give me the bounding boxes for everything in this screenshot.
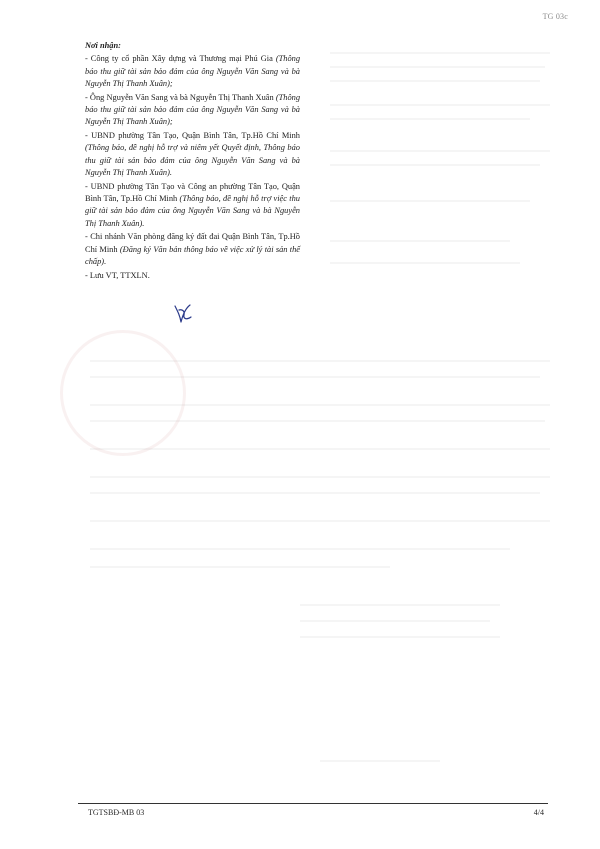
recipient-note: (Thông báo thu giữ tài sản bảo đảm của ông Nguyễn Văn Sang và bà Nguyễn Thị Thanh Xuân); (85, 54, 301, 88)
recipient-text: - Công ty cổ phần Xây dựng và Thương mại Phú Gia (85, 54, 273, 64)
recipient-text: - UBND phường Tân Tạo, Quận Bình Tân, Tp.Hồ Chí Minh (85, 131, 300, 141)
recipient-text: - Lưu VT, TTXLN. (85, 270, 150, 280)
recipient-text: - UBND phường Tân Tạo và Công an phường Tân Tạo, Quận Bình Tân, Tp.Hồ Chí Minh (85, 181, 300, 204)
recipient-item (85, 92, 300, 129)
recipients-title: Nơi nhận: (85, 41, 121, 50)
recipient-item (85, 181, 300, 230)
page-number: 4/4 (533, 808, 544, 817)
recipients-block (85, 40, 300, 284)
recipient-note: (Thông báo thu giữ tài sản bảo đảm của ông Nguyễn Văn Sang và bà Nguyễn Thị Thanh Xuân); (85, 92, 301, 127)
recipient-item (85, 53, 300, 90)
recipient-item (85, 270, 300, 282)
initials-signature-icon (172, 302, 194, 328)
footer-divider (78, 803, 548, 804)
recipient-text: - Chi nhánh Văn phòng đăng ký đất đai Quận Bình Tân, Tp.Hồ Chí Minh (85, 232, 300, 254)
form-code: TG 03c (542, 12, 568, 21)
footer-doc-code: TGTSBĐ-MB 03 (88, 808, 145, 817)
recipient-note: (Thông báo, đề nghị hỗ trợ việc thu giữ tài sản bảo đảm của ông Nguyễn Văn Sang và bà Nguyễn Thị Thanh Xuân). (85, 194, 300, 228)
recipient-note: (Thông báo, đề nghị hỗ trợ và niêm yết Quyết định, Thông báo thu giữ tài sản bảo đảm của ông Nguyễn Văn Sang và bà Nguyễn Thị Thanh Xuân). (85, 143, 300, 177)
recipient-note: (Đăng ký Văn bản thông báo về việc xử lý tài sản thế chấp). (85, 244, 301, 267)
recipient-text: - Ông Nguyễn Văn Sang và bà Nguyễn Thị Thanh Xuân (85, 92, 274, 102)
recipient-item (85, 231, 300, 268)
recipient-item (85, 130, 300, 179)
